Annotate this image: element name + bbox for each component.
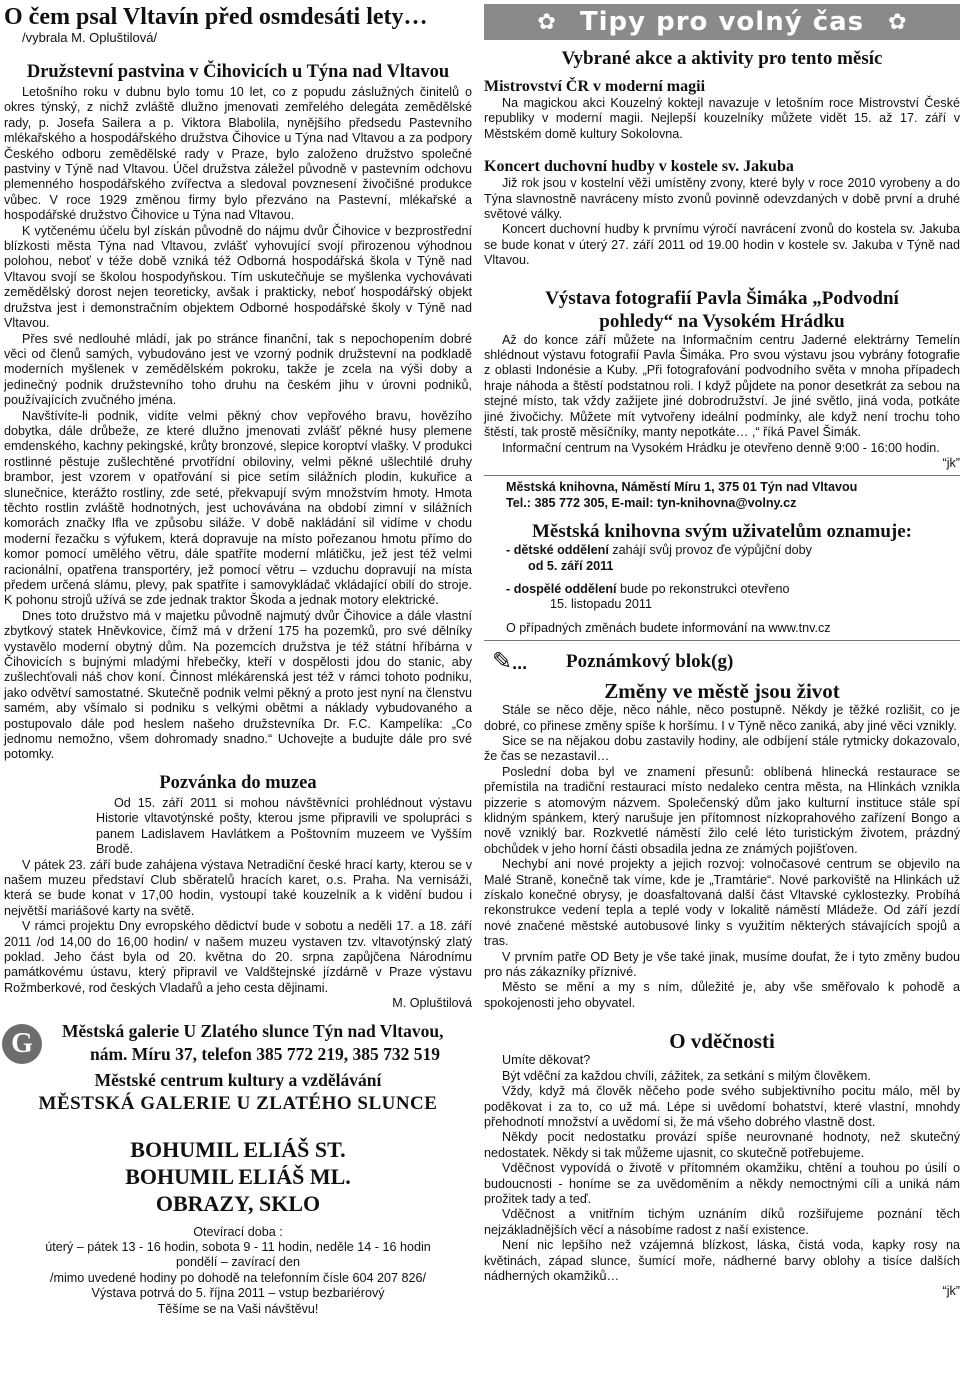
vystava-body [484, 333, 960, 472]
left-column [0, 0, 476, 1317]
blok-heading-row [484, 647, 960, 677]
blok-body [484, 703, 960, 1011]
article-paragraph: Až do konce září můžete na Informačním centru Jaderné elektrárny Temelín shlédnout výstavu fotografií Pavla Šimáka. Pro svou výstavu jsou vybrány fotografie z oblasti Indonésie a Kuby. „Při fotografování podvodního světa v mnoha případech hraje náhoda a štěstí podstatnou roli. I když půjdete na ponor desetkrát za sebou na stejné místo, tak vždy zažijete jiné dobrodružství. Je jiné světlo, jiná voda, potkáte jiné živočichy. Můžete mít vytvořeny ideální podmínky, ale když není trochu toho štěstí, tak prostě měsíčníky, manty nepotkáte… ,“ říká Pavel Šimák. [484, 332, 960, 440]
hours-line: Těšíme se na Vaši návštěvu! [157, 1301, 319, 1316]
article-paragraph: Nechybí ani nové projekty a jejich rozvoj: volnočasové centrum se objevilo na Malé Straně, konečně tak víme, kde je „Tramtárie“. Nové parkoviště na Hlinkách už získalo konečné obrysy, je doasfaltovaná další část Vltavské cyklostezky. Probíhá rekonstrukce vedení tepla a teplé vody v lokalitě náměstí Mládeže. Od září jezdí nové značené městské autobusové linky s využitím některých stávajících spojů a tras. [484, 857, 960, 949]
article-paragraph: Navštívíte-li podnik, vidíte velmi pěkný chov vepřového bravu, hovězího dobytka, dále drůbeže, ze které dlužno jmenovati zvlášť pěkné husy plemene emdenského, kachny pekingské, krůty bronzové, slepice koroptví vlašky. V produkci rostlinné pěstuje zušlechtěné prvotřídní obiloviny, velmi pěkné ušlechtilé druhy brambor, jest vzorem v opatřování si pice setím silážních plodin, kukuřice a slunečnice, kterážto rostliny, zde seté, překvapují svým množstvím hmoty. Hmota těchto rostlin zvláště hodnotných, jest uchovávána na období zimní v silážních komorách značky Ifla ve způsobu siláže. V době nakládání sil vidíme v chodu moderní řezačku s výfukem, která dopravuje na místo pořezanou hmotu přímo do komor pomocí umělého větru, dále spatříte moderní mlátičku, jež jest též velmi racionální, opatřena transportéry, jež pomocí větru – vzduchu dopravují na místa předem určená slámu, plevy, pak spatříte i samovykládač vkládající obilí do stroje. K pohonu strojů užívá se zde jednak traktor Škoda a jednak motory elektrické. [4, 408, 472, 608]
article-paragraph: Vždy, když má člověk něčeho pode svého subjektivního pocitu málo, měl by poděkovat i za to, co už má. Lépe si uvědomí bohatství, které vlastní, mnohdy přehodnotí množství a uvědomí si, že má všeho dobrého vlastně dost. [484, 1084, 960, 1129]
knihovna-item-date: od 5. září 2011 [528, 558, 614, 573]
vystava-heading-2: pohledy“ na Vysokém Hrádku [599, 310, 845, 332]
article-body-pastvina [0, 85, 476, 763]
knihovna-address: Městská knihovna, Náměstí Míru 1, 375 01 Týn nad Vltavou [506, 480, 858, 495]
byline: /vybrala M. Opluštilová/ [22, 30, 158, 45]
article-paragraph: Není nic lepšího než vzájemná blízkost, láska, čistá voda, kapky rosy na květinách, západ slunce, šumící moře, nádherné barvy oblohy a tisíce dalších nádherných okamžiků… [484, 1238, 960, 1283]
knihovna-contact: Tel.: 385 772 305, E-mail: tyn-knihovna@volny.cz [506, 495, 797, 510]
galerie-address: nám. Míru 37, telefon 385 772 219, 385 732 519 [90, 1043, 440, 1064]
galerie-block [0, 1020, 476, 1317]
vystava-heading-1: Výstava fotografií Pavla Šimáka „Podvodní [545, 287, 899, 309]
knihovna-item-1 [506, 543, 960, 558]
right-column [484, 0, 960, 1300]
article-body-muzeum [0, 796, 476, 1012]
hours-line: Výstava potrvá do 5. října 2011 – vstup bezbariérový [91, 1286, 385, 1301]
article-paragraph: Na magickou akci Kouzelný koktejl navazuje v letošním roce Mistrovství České republiky v moderní magii. Nejlepší kouzelníky můžete vidět 15. až 17. září v Městském domě kultury Sokolovna. [484, 96, 960, 141]
article-signature: “jk” [942, 455, 960, 470]
article-paragraph: Informační centrum na Vysokém Hrádku je otevřeno denně 9:00 - 16:00 hodin. [502, 440, 940, 455]
pencil-icon: ✎... [492, 648, 528, 676]
article-heading-muzeum: Pozvánka do muzea [159, 772, 317, 793]
divider [484, 640, 960, 641]
galerie-centrum: Městské centrum kultury a vzdělávání [94, 1069, 382, 1090]
koncert-heading: Koncert duchovní hudby v kostele sv. Jakuba [484, 158, 794, 176]
knihovna-item-text: zahájí svůj provoz ďe výpůjční doby [608, 543, 812, 558]
hours-line: úterý – pátek 13 - 16 hodin, sobota 9 - 11 hodin, neděle 14 - 16 hodin [45, 1239, 431, 1254]
knihovna-item-label: - dospělé oddělení [506, 581, 617, 596]
blok-subheading: Změny ve městě jsou život [604, 679, 840, 704]
page-title: O čem psal Vltavín před osmdesáti lety… [4, 4, 428, 30]
knihovna-note: O případných změnách budete informování na www.tnv.cz [506, 620, 831, 635]
tipy-banner [484, 4, 960, 40]
vdecnost-heading: O vděčnosti [669, 1029, 775, 1054]
flower-icon: ✿ [537, 9, 556, 34]
article-paragraph: Stále se něco děje, něco náhle, něco postupně. Někdy je těžké rozlišit, co je dobré, co přinese změny spíše k horšímu. I v Týně něco zaniká, aby jiné věci vznikly. [484, 703, 960, 733]
article-paragraph: Poslední doba byl ve znamení přesunů: oblíbená hlinecká restaurace se přemístila na tradiční restauraci místo nedaleko centra města, na Hlinkách vznikla pizzerie s atomovým názvem. Společenský dům jako kulturní instituce stále spí klidným spánkem, který narušuje jen přítomnost nízkoprahového zařízení Bongo a nově vzniklý bar. Rozkvetlé náměstí žilo celé léto turistickým životem, prázdný obchůdek v jeho horní části obsadila jedna ze známých pojišťoven. [484, 764, 960, 856]
article-signature: “jk” [942, 1284, 960, 1299]
knihovna-item-date: 15. listopadu 2011 [550, 597, 652, 612]
article-paragraph: Vděčnost vypovídá o životě v přítomném okamžiku, chtění a touhou po úsilí o budoucnosti - honíme se za uvědoměním a někdy nemoctnými cíli a uniká nám prožitek tady a teď. [484, 1161, 960, 1206]
blok-heading: Poznámkový blok(g) [566, 651, 734, 673]
article-paragraph: Být vděční za každou chvíli, zážitek, za setkání s milým člověkem. [502, 1068, 871, 1083]
article-paragraph: V pátek 23. září bude zahájena výstava Netradiční české hrací karty, kterou se v našem muzeu představí Club sběratelů hracích karet, o.s. Praha. Na vernisáži, která se bude konat v 17,00 hodin, vystoupí také kouzelník a k vidění budou i největší mariášové karty na světě. [4, 857, 472, 918]
article-paragraph: Umíte děkovat? [502, 1053, 591, 1068]
article-paragraph: Město se mění a my s ním, důležité je, aby vše směřovalo k pohodě a spokojenosti jeho obyvatel. [484, 980, 960, 1010]
magie-heading: Mistrovství ČR v moderní magii [484, 78, 706, 95]
galerie-logo: G [2, 1024, 42, 1064]
hours-line: /mimo uvedené hodiny po dohodě na telefonním čísle 604 207 826/ [50, 1270, 426, 1285]
article-paragraph: Od 15. září 2011 si mohou návštěvníci prohlédnout výstavu Historie vltavotýnské pošty, kterou jsme připravili ve spolupráci s panem Ladislavem Havlátkem a Poštovním muzeem ve Vyšším Brodě. [96, 795, 472, 857]
vdecnost-body [484, 1053, 960, 1300]
article-paragraph: V rámci projektu Dny evropského dědictví bude v sobotu a neděli 17. a 18. září 2011 /od 14,00 do 16,00 hodin/ v našem muzeu vystaven tzv. vltavotýnský zlatý poklad. Jeho část byla od 20. května do 20. srpna zapůjčena Národnímu památkovému ústavu, který připravil ve Valdštejnské jízdárně v Praze výstavu Rožmberkové, rod českých Vladařů a jeho cesta dějinami. [4, 919, 472, 995]
magie-body [484, 96, 960, 142]
article-paragraph: Koncert duchovní hudby k prvnímu výročí navrácení zvonů do kostela sv. Jakuba se bude konat v úterý 27. září 2011 od 19.00 hodin v kostele sv. Jakuba v Týně nad Vltavou. [484, 222, 960, 268]
galerie-name: Městská galerie U Zlatého slunce Týn nad Vltavou, [62, 1020, 444, 1041]
hours-line: pondělí – zavírací den [176, 1255, 300, 1270]
article-paragraph: Přes své nedlouhé mládí, jak po stránce finanční, tak s nepochopením dobré věci od členů samých, vybudováno jest ve vzorný podnik družstevní na podkladě moderních myšlenek v zemědělském pokroku, takže je zcela na výši doby a jedinečný podnik družstevního toho druhu na českém jihu v úrovni podniků, používajících zvučného jména. [4, 331, 472, 408]
article-signature: M. Opluštilová [392, 996, 472, 1011]
article-paragraph: Sice se na nějakou dobu zastavily hodiny, ale odbíjení stále rytmicky dokazovalo, že čas se nezastavil… [484, 733, 960, 764]
article-paragraph: Dnes toto družstvo má v majetku původně najmutý dvůr Čihovice a dále vlastní zbytkový statek Hněvkovice, čímž má v držení 175 ha pozemků, pro své dělníky vystavělo moderní obytný dům. Na pozemcích družstva je též státní hříbárna v Čihovicích s bujnými mladými hřebečky, kteří v dospělosti jdou do stanic, aby zušlechťovali náš chov koní. Činnost mlékárenská jest též v rámci tohoto podniku, jako odvětví samostatné. Skutečně podnik velmi pěkný a proto jest nyní na členstvu samém, aby všímalo si podniku s velkými obětmi a náklady vybudovaného a postupovalo dále pod heslem našeho družstevníka Dr. F.C. Kampelíka: „Co jednomu nemožno, všem dohromady snadno.“ Uchovejte a budujte dále pro své potomky. [4, 608, 472, 762]
article-paragraph: Letošního roku v dubnu bylo tomu 10 let, co z popudu záslužných činitelů o okres týnský, z nichž zvláště dlužno jmenovati zemřelého delegáta zemědělské rady, p. Josefa Sailera a p. Viktora Blabolila, nynějšího předsedu Pastevního mlékařského a hospodářského družstva Čihovice u Týna nad Vltavou a za podpory Českého odboru zemědělské rady v Praze, bylo založeno družstvo společné pastviny v Týně nad Vltavou. Účel družstva záležel původně v pastevním odchovu plemenného hospodářského zvířectva a sledoval povznesení živočišné produkce vůbec. V roce 1929 změnou firmy bylo přezváno na Pastevní, mlékařské a hospodářské družstvo Čihovice u Týna nad Vltavou. [4, 85, 472, 223]
hours-label: Otevírací doba : [193, 1224, 283, 1239]
article-heading-pastvina: Družstevní pastvina v Čihovicích u Týna nad Vltavou [26, 62, 450, 82]
article-paragraph: Vděčnost a vnitřním tichým uznáním díků rozšiřujeme poznání těch nejzákladnějších věcí a násobíme radost z naší existence. [484, 1207, 960, 1237]
article-paragraph: Již rok jsou v kostelní věži umístěny zvony, které byly v roce 2010 vyrobeny a do Týna slavnostně navráceny místo zvonů povinně odevzdaných v době první a druhé světové války. [484, 176, 960, 222]
exhibition-subject: OBRAZY, SKLO [155, 1190, 321, 1216]
knihovna-item-2 [506, 582, 960, 597]
article-paragraph: K vytčenému účelu byl získán původně do nájmu dvůr Čihovice v bezprostřední blízkosti města Týna nad Vltavou, zvlášť vyhovující svojí přirozenou výhodnou polohou, neboť v téže době vzniká též Odborná hospodářská škola v Týně nad Vltavou svojí se školou hospodyňskou. Tím uskutečňuje se myšlenka vychovávati zemědělský dorost nejen teoreticky, avšak i prakticky, neboť hospodářský objekt družstva jest i demonstračním objektem Odborné hospodářské školy v Týně nad Vltavou. [4, 223, 472, 331]
knihovna-item-text: bude po rekonstrukci otevřeno [616, 581, 790, 596]
tipy-subtitle: Vybrané akce a aktivity pro tento měsíc [561, 48, 883, 69]
galerie-title: MĚSTSKÁ GALERIE U ZLATÉHO SLUNCE [38, 1092, 438, 1114]
knihovna-item-label: - dětské oddělení [506, 543, 609, 558]
article-paragraph: Někdy pocit nedostatku provází spíše neurovnané hodnoty, než skutečný nedostatek. Někdy si tak můžeme ujasnit, co skutečně potřebujeme. [484, 1130, 960, 1160]
divider [484, 475, 960, 476]
koncert-body [484, 176, 960, 268]
article-paragraph: V prvním patře OD Bety je vše také jinak, musíme doufat, že i tyto změny budou pro nás zákazníky příznivé. [484, 949, 960, 980]
artist-name-2: BOHUMIL ELIÁŠ ML. [125, 1163, 351, 1189]
artist-name-1: BOHUMIL ELIÁŠ ST. [130, 1136, 346, 1162]
knihovna-heading: Městská knihovna svým uživatelům oznamuje: [531, 521, 912, 543]
flower-icon: ✿ [888, 9, 907, 34]
tipy-banner-title: Tipy pro volný čas [579, 7, 865, 37]
